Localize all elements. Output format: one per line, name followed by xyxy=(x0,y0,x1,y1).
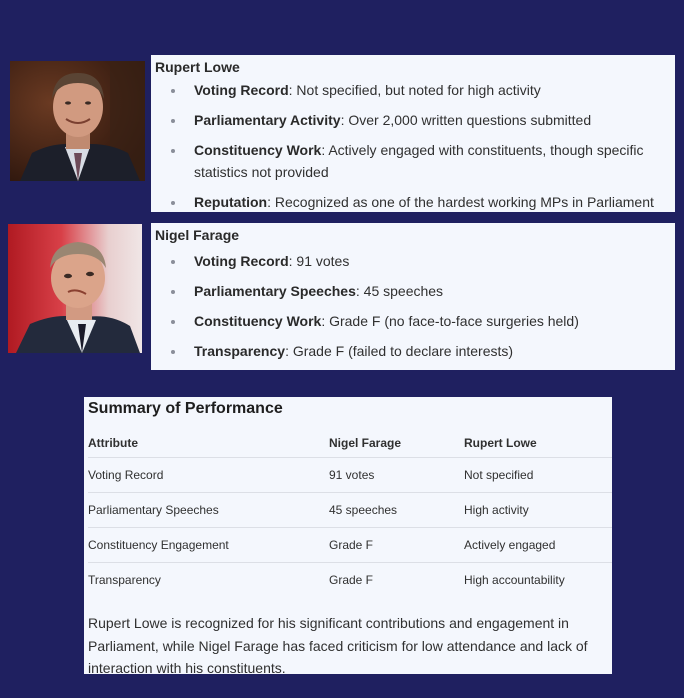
rupert-lowe-card xyxy=(151,55,675,212)
table-cell: Parliamentary Speeches xyxy=(88,492,329,527)
item-text: : Recognized as one of the hardest working MPs in Parliament xyxy=(267,194,654,210)
table-cell: High accountability xyxy=(464,572,565,587)
item-label: Constituency Work xyxy=(194,313,322,329)
table-row xyxy=(88,562,612,597)
list-item xyxy=(151,310,675,332)
item-text: : Actively engaged with constituents, though specific statistics not provided xyxy=(194,142,644,180)
nigel-farage-card xyxy=(151,223,675,370)
table-cell: Grade F xyxy=(329,527,464,562)
item-text: : Not specified, but noted for high activity xyxy=(288,82,541,98)
column-header: Nigel Farage xyxy=(329,425,464,457)
item-label: Transparency xyxy=(194,343,286,359)
item-text: : Grade F (failed to declare interests) xyxy=(285,343,514,359)
item-label: Constituency Work xyxy=(194,142,322,158)
summary-table xyxy=(88,425,612,597)
list-item xyxy=(151,250,675,272)
item-label: Parliamentary Activity xyxy=(194,112,341,128)
table-cell: Actively engaged xyxy=(464,527,612,562)
list-item xyxy=(151,79,675,101)
table-row xyxy=(88,527,612,562)
summary-conclusion: Rupert Lowe is recognized for his significant contributions and engagement in Parliament, while Nigel Farage has faced criticism for low attendance and lack of interaction with his constituents. xyxy=(88,615,588,676)
profile-details-list xyxy=(151,250,675,370)
item-text: : 91 votes xyxy=(288,253,350,269)
table-cell: Voting Record xyxy=(88,457,329,492)
summary-title: Summary of Performance xyxy=(88,400,283,417)
list-item xyxy=(151,109,675,131)
rupert-lowe-photo xyxy=(10,61,145,181)
item-label: Voting Record xyxy=(194,82,289,98)
table-row xyxy=(88,492,612,527)
item-label: Voting Record xyxy=(194,253,289,269)
item-text: : Grade F (no face-to-face surgeries held) xyxy=(321,313,579,329)
column-header: Rupert Lowe xyxy=(464,425,612,457)
table-cell: 45 speeches xyxy=(329,492,464,527)
profile-name: Nigel Farage xyxy=(155,227,240,243)
summary-panel xyxy=(84,397,612,674)
column-header: Attribute xyxy=(88,425,329,457)
table-cell: Not specified xyxy=(464,457,612,492)
list-item xyxy=(151,139,675,183)
table-cell: Grade F xyxy=(329,572,374,587)
table-cell: 91 votes xyxy=(329,457,464,492)
table-cell: Transparency xyxy=(88,572,161,587)
item-text: : Over 2,000 written questions submitted xyxy=(340,112,592,128)
list-item xyxy=(151,340,675,362)
item-label: Parliamentary Speeches xyxy=(194,283,356,299)
item-label: Reputation xyxy=(194,194,268,210)
list-item xyxy=(151,191,675,213)
table-header-row xyxy=(88,425,612,457)
profile-details-list xyxy=(151,79,675,221)
profile-name: Rupert Lowe xyxy=(155,59,240,75)
nigel-farage-photo xyxy=(8,224,142,353)
table-row xyxy=(88,457,612,492)
table-cell: High activity xyxy=(464,492,612,527)
list-item xyxy=(151,280,675,302)
item-text: : 45 speeches xyxy=(355,283,444,299)
table-cell: Constituency Engagement xyxy=(88,527,329,562)
